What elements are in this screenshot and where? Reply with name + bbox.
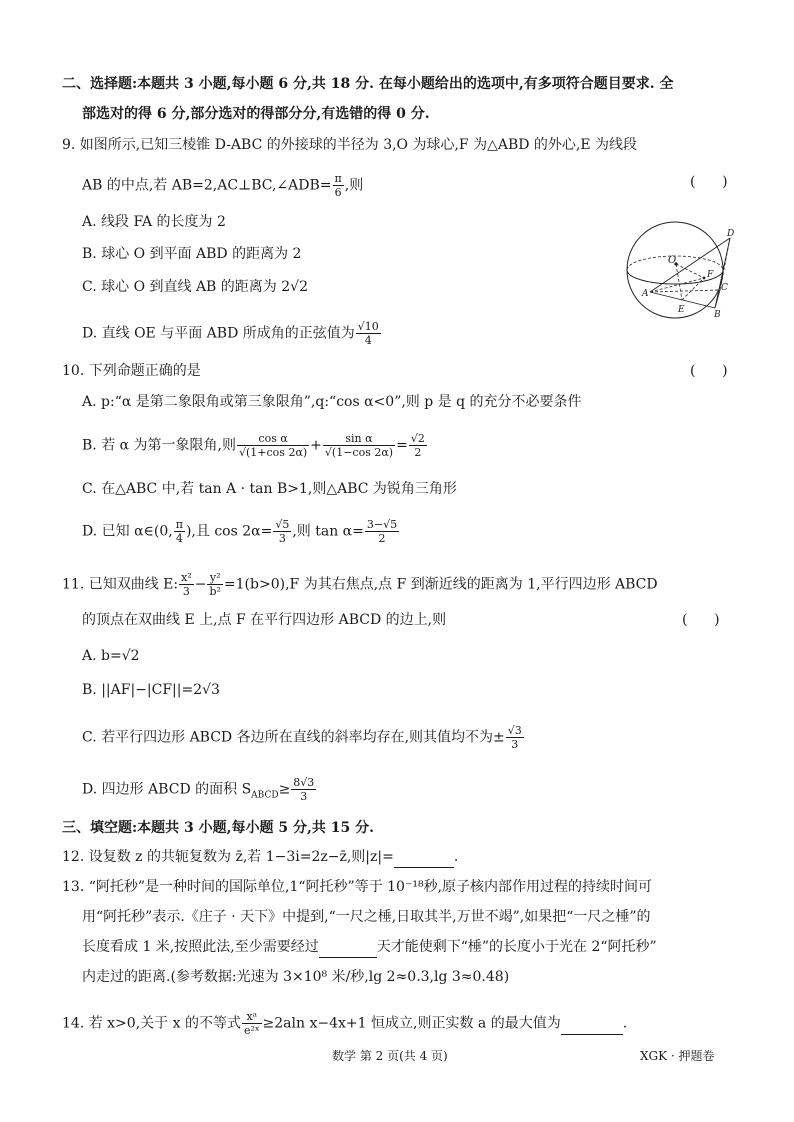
q13-line4: 内走过的距离.(参考数据:光速为 3×10⁸ 米/秒,lg 2≈0.3,lg 3≈0.48) <box>82 969 510 985</box>
q10-option-a: A. p:“α 是第二象限角或第三象限角”,q:“cos α<0”,则 p 是 q 的充分不必要条件 <box>82 394 582 410</box>
q10-stem: 10. 下列命题正确的是 <box>62 363 201 379</box>
label-o: O <box>668 255 677 266</box>
q10-option-c: C. 在△ABC 中,若 tan A · tan B>1,则△ABC 为锐角三角形 <box>82 481 457 497</box>
q10-answer-paren: ( ) <box>690 363 728 379</box>
q14-answer-blank[interactable] <box>561 1014 623 1035</box>
q9-option-a: A. 线段 FA 的长度为 2 <box>82 214 226 230</box>
q9-option-b: B. 球心 O 到平面 ABD 的距离为 2 <box>82 246 302 262</box>
q11-stem-line1: 11. 已知双曲线 E: $\frac{\text{x²}}{3}$ − $\frac{\text{y²}}{\text{b²}}$ =1(b>0),F 为其右焦点,点 F 到渐近线的距离为 1,平行四边形 ABCD <box>62 571 658 598</box>
q10-option-b: B. 若 α 为第一象限角,则 $\frac{\text{cos α}}{√(1+\cos 2\alpha)}$ + $\frac{\text{sin α}}{√(1-\cos 2\alpha)}$ = $\frac{√2}{2}$ <box>82 432 425 459</box>
label-d: D <box>727 229 735 239</box>
section3-heading: 三、填空题:本题共 3 小题,每小题 5 分,共 15 分. <box>62 820 374 836</box>
q12-text: 12. 设复数 z 的共轭复数为 z̄,若 1−3i=2z−z̄,则|z|= . <box>62 847 458 868</box>
q9-stem-line1: 9. 如图所示,已知三棱锥 D-ABC 的外接球的半径为 3,O 为球心,F 为△ABD 的外心,E 为线段 <box>62 137 638 153</box>
label-c: C <box>721 283 728 293</box>
footer-page-number: 数学 第 2 页(共 4 页) <box>332 1049 448 1063</box>
q9-angle-fraction: $\frac{\pi}{6}$ <box>334 172 342 199</box>
label-b: B <box>714 310 721 320</box>
q14-text: 14. 若 x>0,关于 x 的不等式 $\frac{\text{xᵃ}}{\text{e²ˣ}}$ ≥2aln x−4x+1 恒成立,则正实数 a 的最大值为 . <box>62 1010 628 1037</box>
footer-exam-tag: XGK · 押题卷 <box>640 1049 715 1063</box>
q11-stem-line2: 的顶点在双曲线 E 上,点 F 在平行四边形 ABCD 的边上,则 <box>82 612 447 628</box>
q13-answer-blank[interactable] <box>319 937 377 958</box>
q9-option-c: C. 球心 O 到直线 AB 的距离为 2√2 <box>82 279 308 295</box>
q11-answer-paren: ( ) <box>682 612 720 628</box>
q11-option-c: C. 若平行四边形 ABCD 各边所在直线的斜率均存在,则其值均不为± $\frac{√3}{3}$ <box>82 724 522 751</box>
q11-option-d: D. 四边形 ABCD 的面积 $S_{ABCD}\ge$ $\frac{8√3}{3}$ <box>82 776 315 803</box>
q11-option-b: B. ||AF|−|CF||=2√3 <box>82 682 220 698</box>
q12-answer-blank[interactable] <box>394 847 454 868</box>
section2-heading-line1: 二、选择题:本题共 3 小题,每小题 6 分,共 18 分. 在每小题给出的选项中,有多项符合题目要求. 全 <box>62 76 674 92</box>
q9-answer-paren: ( ) <box>690 174 728 190</box>
label-e: E <box>678 305 685 315</box>
q10-option-d: D. 已知 α∈(0, $\frac{\pi}{4}$ ),且 cos 2α= $\frac{√5}{3}$ ,则 tan α= $\frac{3-√5}{2}$ <box>82 518 398 545</box>
q13-line3: 长度看成 1 米,按照此法,至少需要经过 天才能使剩下“棰”的长度小于光在 2“阿托秒” <box>82 937 657 958</box>
label-a: A <box>642 289 649 299</box>
q11-option-a: A. b=√2 <box>82 648 140 664</box>
q9-option-d: D. 直线 OE 与平面 ABD 所成角的正弦值为 $\frac{√10}{4}$ <box>82 320 379 347</box>
sphere-tetrahedron-figure <box>618 220 738 320</box>
q9-stem-line2: AB 的中点,若 AB=2,AC⊥BC,∠ADB= $\frac{\pi}{6}$ ,则 <box>82 172 364 199</box>
q13-line1: 13. “阿托秒”是一种时间的国际单位,1“阿托秒”等于 10⁻¹⁸秒,原子核内部作用过程的持续时间可 <box>62 879 653 895</box>
label-f: F <box>707 270 714 280</box>
q13-line2: 用“阿托秒”表示.《庄子 · 天下》中提到,“一尺之棰,日取其半,万世不竭”,如果把“一尺之棰”的 <box>82 909 651 925</box>
section2-heading-line2: 部选对的得 6 分,部分选对的得部分分,有选错的得 0 分. <box>82 106 430 122</box>
